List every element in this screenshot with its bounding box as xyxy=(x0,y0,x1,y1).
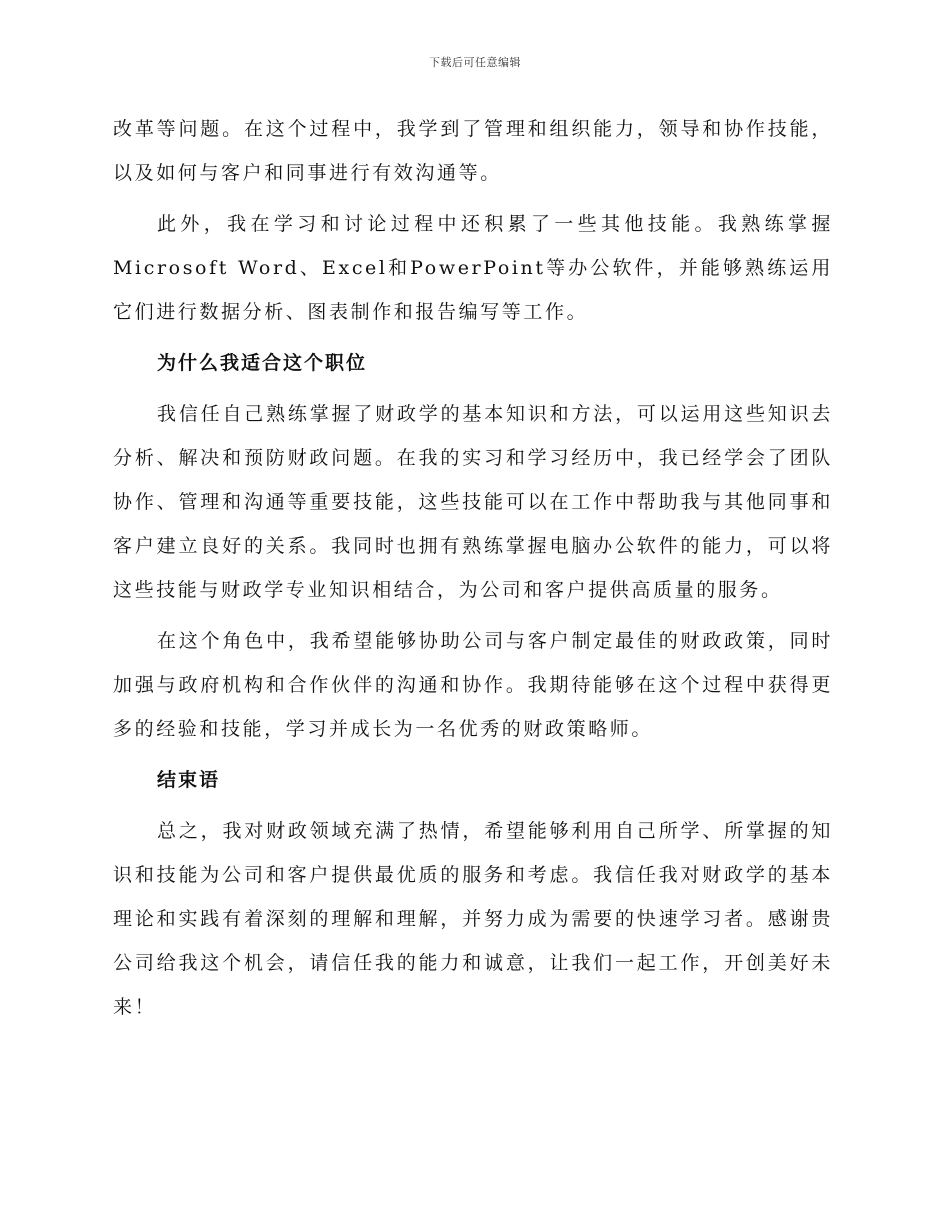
paragraph-skills: 此外，我在学习和讨论过程中还积累了一些其他技能。我熟练掌握Microsoft Word、Excel和PowerPoint等办公软件，并能够熟练运用它们进行数据分析、图表制作和报告编写等工作。 xyxy=(113,213,833,323)
paragraph-conclusion: 总之，我对财政领域充满了热情，希望能够利用自己所学、所掌握的知识和技能为公司和客户提供最优质的服务和考虑。我信任我对财政学的基本理论和实践有着深刻的理解和理解，并努力成为需要的快速学习者。感谢贵公司给我这个机会，请信任我的能力和诚意，让我们一起工作，开创美好未来！ xyxy=(113,820,833,1018)
document-body xyxy=(113,107,833,1036)
section-heading-why-fit: 为什么我适合这个职位 xyxy=(157,352,368,374)
page-header: 下载后可任意编辑 xyxy=(429,56,521,69)
paragraph-qualifications: 我信任自己熟练掌握了财政学的基本知识和方法，可以运用这些知识去分析、解决和预防财政问题。在我的实习和学习经历中，我已经学会了团队协作、管理和沟通等重要技能，这些技能可以在工作中帮助我与其他同事和客户建立良好的关系。我同时也拥有熟练掌握电脑办公软件的能力，可以将这些技能与财政学专业知识相结合，为公司和客户提供高质量的服务。 xyxy=(113,403,833,601)
paragraph-role-goals: 在这个角色中，我希望能够协助公司与客户制定最佳的财政政策，同时加强与政府机构和合作伙伴的沟通和协作。我期待能够在这个过程中获得更多的经验和技能，学习并成长为一名优秀的财政策略师。 xyxy=(113,630,833,740)
paragraph-continued: 改革等问题。在这个过程中，我学到了管理和组织能力，领导和协作技能，以及如何与客户和同事进行有效沟通等。 xyxy=(113,118,833,184)
section-heading-conclusion: 结束语 xyxy=(157,769,221,791)
